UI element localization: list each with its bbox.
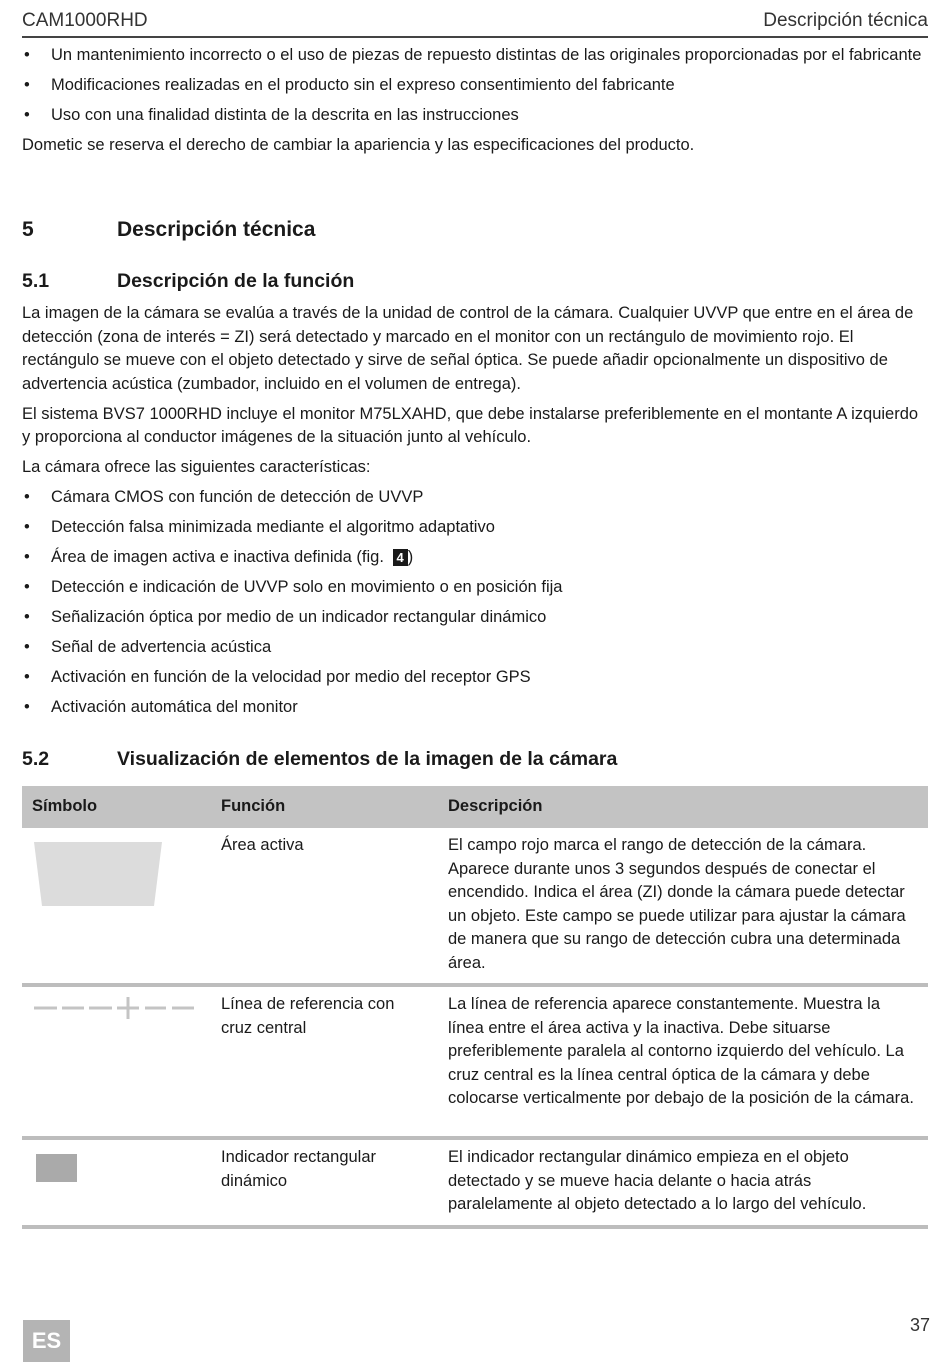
rectangle-indicator-icon	[36, 1154, 77, 1182]
section-5-2-heading	[22, 746, 928, 772]
intro	[22, 44, 928, 164]
list-item: • Señal de advertencia acústica	[22, 636, 928, 660]
section-title: Visualización de elementos de la imagen de la cámara	[117, 748, 618, 770]
description-cell: La línea de referencia aparece constantemente. Muestra la línea entre el área activa y la inactiva. Debe situarse preferiblemente paralela al contorno izquierdo del vehículo. La cruz central es la línea central óptica de la cámara y debe colocarse verticalmente por debajo de la posición de la cámara.	[438, 985, 928, 1138]
page-number: 37	[909, 1315, 930, 1335]
page-header	[22, 8, 928, 38]
active-area-trapezoid-icon	[32, 842, 162, 908]
list-item-text: Área de imagen activa e inactiva definida (fig.	[51, 548, 384, 566]
section-title: Descripción técnica	[117, 218, 316, 241]
section-5-heading	[22, 216, 928, 244]
language-badge: ES	[23, 1320, 70, 1362]
header-model: CAM1000RHD	[22, 10, 148, 31]
list-item: • Señalización óptica por medio de un indicador rectangular dinámico	[22, 606, 928, 630]
column-header: Símbolo	[22, 786, 211, 828]
list-item: • Detección e indicación de UVVP solo en movimiento o en posición fija	[22, 576, 928, 600]
list-item: • Modificaciones realizadas en el producto sin el expreso consentimiento del fabricante	[22, 74, 928, 98]
header-section: Descripción técnica	[763, 10, 928, 31]
description-cell: El indicador rectangular dinámico empieza en el objeto detectado y se mueve hacia delante o hacia atrás paralelamente al objeto detectado a lo largo del vehículo.	[438, 1138, 928, 1227]
table-header	[22, 786, 928, 828]
paren: )	[407, 548, 414, 566]
list-item: • Detección falsa minimizada mediante el algoritmo adaptativo	[22, 516, 928, 540]
list-item: • Un mantenimiento incorrecto o el uso de piezas de repuesto distintas de las originales proporcionadas por el fabricante	[22, 44, 928, 68]
list-item: • Uso con una finalidad distinta de la descrita en las instrucciones	[22, 104, 928, 128]
function-cell: Indicador rectangular dinámico	[211, 1138, 438, 1227]
list-item: • Activación automática del monitor	[22, 696, 928, 720]
section-5-1-heading	[22, 268, 928, 294]
paragraph: La imagen de la cámara se evalúa a través de la unidad de control de la cámara. Cualquier UVVP que entre en el área de detección (zona de interés = ZI) será detectado y marcado en el monitor con un rectángulo de movimiento rojo. El rectángulo se mueve con el objeto detectado y sirve de señal óptica. Se puede añadir opcionalmente un dispositivo de advertencia acústica (zumbador, incluido en el volumen de entrega).	[22, 304, 914, 393]
list-item: • Activación en función de la velocidad por medio del receptor GPS	[22, 666, 928, 690]
table-row	[22, 828, 928, 985]
paragraph: El sistema BVS7 1000RHD incluye el monitor M75LXAHD, que debe instalarse preferiblemente en el montante A izquierdo y proporciona al conductor imágenes de la situación junto al vehículo.	[22, 404, 919, 446]
column-header: Descripción	[438, 786, 928, 828]
section-number: 5	[22, 218, 34, 241]
reference-line-cross-icon	[32, 997, 194, 1019]
list-item	[22, 546, 928, 570]
table-row	[22, 985, 928, 1138]
function-cell: Área activa	[211, 828, 438, 985]
table-row	[22, 1138, 928, 1227]
symbol-cell	[22, 985, 211, 1138]
section-title: Descripción de la función	[117, 270, 355, 292]
list-item: • Cámara CMOS con función de detección de UVVP	[22, 486, 928, 510]
description-cell: El campo rojo marca el rango de detección de la cámara. Aparece durante unos 3 segundos después de conectar el encendido. Indica el área (ZI) donde la cámara puede detectar un objeto. Este campo se puede utilizar para ajustar la cámara de manera que su rango de detección cubra una determinada área.	[438, 828, 928, 985]
symbol-cell	[22, 828, 211, 985]
symbols-table	[22, 786, 928, 1229]
figure-reference[interactable]: 4	[393, 549, 408, 566]
section-5-1-body	[22, 302, 928, 726]
intro-note: Dometic se reserva el derecho de cambiar la apariencia y las especificaciones del producto.	[22, 136, 695, 154]
column-header: Función	[211, 786, 438, 828]
section-number: 5.2	[22, 748, 50, 770]
paragraph: La cámara ofrece las siguientes características:	[22, 458, 371, 476]
function-cell: Línea de referencia con cruz central	[211, 985, 438, 1138]
section-number: 5.1	[22, 270, 50, 292]
symbol-cell	[22, 1138, 211, 1227]
